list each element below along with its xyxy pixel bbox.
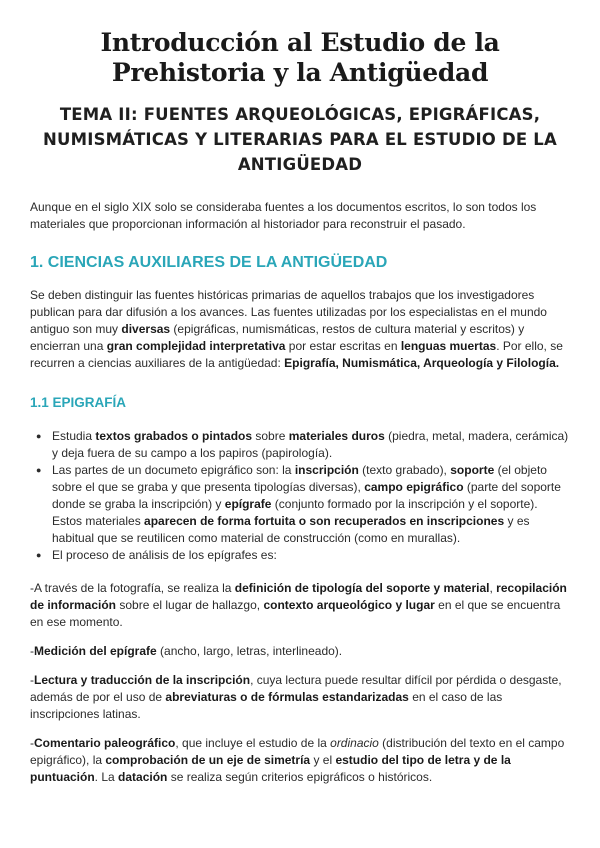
tema-title: TEMA II: FUENTES ARQUEOLÓGICAS, EPIGRÁFICAS, NUMISMÁTICAS Y LITERARIAS PARA EL ESTUDIO DE LA ANTIGÜEDAD [43, 105, 557, 174]
bold-run: soporte [450, 463, 495, 477]
bold-run: abreviaturas o de fórmulas estandarizadas [165, 690, 409, 704]
text-run: , [489, 581, 497, 595]
bold-run: definición de tipología del soporte y material [234, 581, 490, 595]
bullet-item: ● El proceso de análisis de los epígrafes es: [52, 547, 570, 564]
bullet-item [52, 462, 570, 547]
section-heading-ciencias-auxiliares: 1. CIENCIAS AUXILIARES DE LA ANTIGÜEDAD [30, 254, 388, 271]
bold-run: datación [118, 770, 168, 784]
text-run: en el caso de las inscripciones latinas. [30, 690, 503, 721]
text-run: , que incluye el estudio de la [175, 736, 331, 750]
text-run: en el que se encuentra en ese momento. [30, 598, 561, 629]
text-run: (texto grabado), [358, 463, 451, 477]
text-run: . Por ello, se recurren a ciencias auxiliares de la antigüedad: [30, 339, 563, 370]
text-run: -A través de la fotografía, se realiza la [30, 581, 235, 595]
bold-run: aparecen de forma fortuita o son recuperados en inscripciones [144, 514, 505, 528]
bold-run: recopilación de información [30, 581, 567, 612]
text-run: (parte del soporte donde se graba la inscripción) y [52, 480, 561, 511]
text-run: por estar escritas en [285, 339, 401, 353]
bold-run: materiales duros [288, 429, 385, 443]
text-run: - [30, 644, 34, 658]
text-run: Se deben distinguir las fuentes históricas primarias de aquellos trabajos que los investigadores publican para dar difusión a los avances. Las fuentes utilizadas por los especialistas en el mundo antiguo son muy [30, 288, 547, 336]
bold-run: estudio del tipo de letra y de la puntuación [30, 753, 511, 784]
text-run: (ancho, largo, letras, interlineado). [156, 644, 343, 658]
text-run: (piedra, metal, madera, cerámica) y deja fuera de su campo a los papiros (papirología). [52, 429, 569, 460]
text-run: y el [310, 753, 336, 767]
text-run: y es habitual que se reutilicen como material de construcción (como en murallas). [52, 514, 530, 545]
text-run: - [30, 673, 34, 687]
bold-run: inscripción [294, 463, 359, 477]
text-run: (conjunto formado por la inscripción y el soporte). Estos materiales [52, 497, 538, 528]
text-run: (el objeto sobre el que se graba y que presenta tipologías diversas), [52, 463, 547, 494]
text-run: - [30, 736, 34, 750]
bold-run: lenguas muertas [400, 339, 497, 353]
bold-run: diversas [121, 322, 171, 336]
analysis-step-medicion [30, 643, 570, 660]
bold-run: Epigrafía, Numismática, Arqueología y Filología. [284, 356, 560, 370]
italic-run: ordinacio [330, 736, 379, 750]
text-run: , cuya lectura puede resultar difícil por pérdida o desgaste, además de por el uso de [30, 673, 562, 704]
bold-run: comprobación de un eje de simetría [105, 753, 311, 767]
text-run: sobre [252, 429, 289, 443]
intro-paragraph: Aunque en el siglo XIX solo se consideraba fuentes a los documentos escritos, lo son todos los materiales que proporcionan información al historiador para reconstruir el pasado. [30, 200, 537, 231]
analysis-step-comentario [30, 735, 570, 786]
text-run: (distribución del texto en el campo epigráfico), la [30, 736, 565, 767]
epigrafia-bullet-list [30, 428, 570, 564]
bold-run: textos grabados o pintados [95, 429, 253, 443]
bold-run: Medición del epígrafe [34, 644, 157, 658]
text-run: sobre el lugar de hallazgo, [116, 598, 264, 612]
document-title: Introducción al Estudio de la Prehistoria y la Antigüedad [100, 28, 500, 87]
analysis-step-lectura [30, 672, 570, 723]
section1-paragraph [30, 287, 570, 372]
bold-run: Lectura y traducción de la inscripción [34, 673, 251, 687]
analysis-step-photo [30, 580, 570, 631]
bullet-item [52, 428, 570, 462]
bold-run: epígrafe [224, 497, 272, 511]
text-run: (epigráficas, numismáticas, restos de cultura material y escritos) y encierran una [30, 322, 525, 353]
text-run: Estudia [52, 429, 96, 443]
bold-run: Comentario paleográfico [34, 736, 176, 750]
text-run: Las partes de un documeto epigráfico son: la [52, 463, 295, 477]
text-run: . La [94, 770, 119, 784]
bold-run: campo epigráfico [364, 480, 464, 494]
text-run: se realiza según criterios epigráficos o históricos. [167, 770, 433, 784]
bold-run: gran complejidad interpretativa [106, 339, 286, 353]
bold-run: contexto arqueológico y lugar [263, 598, 435, 612]
section-heading-epigrafia: 1.1 EPIGRAFÍA [30, 395, 127, 410]
